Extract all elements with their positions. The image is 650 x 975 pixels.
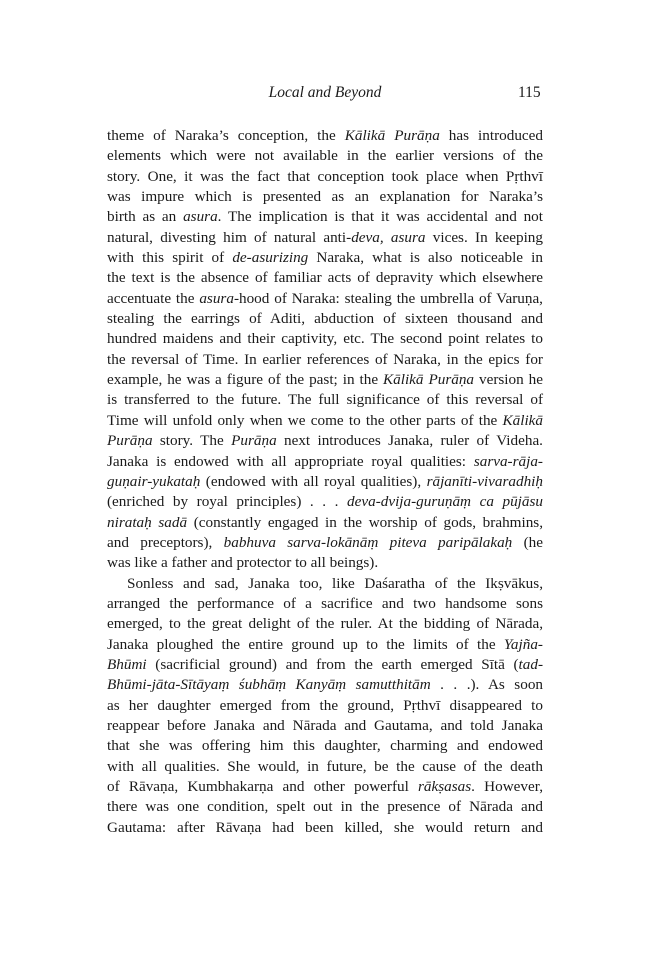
- text-line: [107, 574, 543, 594]
- running-head-title: Local and Beyond: [268, 84, 382, 101]
- running-head: [0, 84, 650, 108]
- text-line: [107, 390, 543, 410]
- text-segment: story. The: [152, 432, 232, 450]
- text-line: [107, 452, 543, 472]
- text-segment: the text is the absence of familiar acts of depravity which elsewhere: [107, 269, 543, 287]
- text-line: [107, 533, 543, 553]
- text-line: [107, 248, 543, 268]
- text-line: [107, 472, 543, 492]
- italic-segment: Bhūmi-jāta-Sītāyaṃ śubhāṃ Kanyāṃ samutthitām: [107, 676, 431, 694]
- text-line: [107, 431, 543, 451]
- text-line: [107, 696, 543, 716]
- italic-segment: Purāṇa: [107, 432, 153, 450]
- text-segment: theme of Naraka’s conception, the: [107, 127, 345, 144]
- text-line: [107, 757, 543, 777]
- italic-segment: deva-dvija-guruṇāṃ ca pūjāsu: [347, 493, 543, 511]
- text-segment: hundred maidens and their captivity, etc. The second point relates to: [107, 330, 543, 348]
- text-segment: Time will unfold only when we come to the other parts of the: [107, 411, 503, 429]
- text-segment: (endowed with all royal qualities),: [200, 472, 427, 490]
- italic-segment: Purāṇa: [231, 432, 277, 450]
- page-number: 115: [518, 84, 541, 101]
- italic-segment: guṇair-yukataḥ: [107, 472, 201, 490]
- text-segment: arranged the performance of a sacrifice and two handsome sons: [107, 594, 543, 612]
- text-segment: stealing the earrings of Aditi, abduction of sixteen thousand and: [107, 310, 543, 328]
- body-text: [107, 126, 543, 838]
- text-segment: next introduces Janaka, ruler of Videha.: [276, 432, 543, 450]
- text-segment: that she was offering him this daughter, charming and endowed: [107, 737, 543, 755]
- text-line: [107, 228, 543, 248]
- text-line: [107, 289, 543, 309]
- italic-segment: Kālikā Purāṇa: [383, 371, 475, 389]
- text-line: [107, 187, 543, 207]
- text-segment: (he: [512, 533, 543, 551]
- text-segment: there was one condition, spelt out in the presence of Nārada and: [107, 798, 543, 816]
- text-segment: has introduced: [439, 127, 543, 144]
- text-segment: natural, divesting him of natural anti-: [107, 228, 352, 246]
- text-line: [107, 492, 543, 512]
- text-segment: vices. In keeping: [425, 228, 543, 246]
- text-segment: was impure which is presented as an explanation for Naraka’s: [107, 188, 543, 206]
- text-segment: with all qualities. She would, in future, be the cause of the death: [107, 757, 543, 775]
- text-line: [107, 146, 543, 166]
- text-segment: was like a father and protector to all beings).: [107, 554, 379, 572]
- text-segment: Janaka is endowed with all appropriate royal qualities:: [107, 452, 474, 470]
- text-line: [107, 675, 543, 695]
- text-line: [107, 777, 543, 797]
- text-line: [107, 513, 543, 533]
- text-line: [107, 818, 543, 838]
- text-segment: of Rāvaṇa, Kumbhakarṇa and other powerful: [107, 778, 418, 795]
- text-line: [107, 716, 543, 736]
- text-segment: emerged, to the great delight of the ruler. At the bidding of Nārada,: [107, 615, 543, 633]
- text-segment: -hood of Naraka: stealing the umbrella of Varuṇa,: [233, 289, 543, 307]
- text-segment: accentuate the: [107, 289, 200, 307]
- italic-segment: rākṣasas: [418, 778, 472, 795]
- text-segment: story. One, it was the fact that conception took place when Pṛthvī: [107, 167, 543, 185]
- text-line: [107, 167, 543, 187]
- text-segment: is transferred to the future. The full significance of this reversal of: [107, 391, 543, 409]
- text-line: [107, 614, 543, 634]
- italic-segment: sarva-rāja-: [473, 452, 543, 470]
- text-line: [107, 268, 543, 288]
- italic-segment: Yajña-: [503, 635, 543, 653]
- italic-segment: asura: [199, 289, 234, 307]
- italic-segment: tad-: [518, 655, 543, 673]
- text-line: [107, 350, 543, 370]
- text-line: [107, 635, 543, 655]
- text-segment: Gautama: after Rāvaṇa had been killed, she would return and: [107, 818, 543, 836]
- text-line: [107, 797, 543, 817]
- italic-segment: babhuva sarva-lokānāṃ piteva paripālakaḥ: [223, 533, 513, 551]
- text-segment: birth as an: [107, 208, 184, 226]
- text-segment: the reversal of Time. In earlier references of Naraka, in the epics for: [107, 350, 543, 368]
- text-segment: (constantly engaged in the worship of gods, brahmins,: [187, 513, 543, 531]
- text-segment: example, he was a figure of the past; in the: [107, 371, 384, 389]
- text-line: [107, 309, 543, 329]
- text-line: [107, 329, 543, 349]
- text-segment: . . .). As soon: [430, 676, 544, 694]
- italic-segment: Kālikā Purāṇa: [344, 127, 440, 144]
- italic-segment: Bhūmi: [107, 655, 147, 673]
- text-segment: Naraka, what is also noticeable in: [308, 249, 543, 267]
- italic-segment: asura: [183, 208, 218, 226]
- text-line: [107, 207, 543, 227]
- text-segment: Janaka ploughed the entire ground up to the limits of the: [107, 635, 504, 653]
- italic-segment: Kālikā: [502, 411, 543, 429]
- text-line: [107, 126, 543, 146]
- text-line: [107, 594, 543, 614]
- text-segment: as her daughter emerged from the ground, Pṛthvī disappeared to: [107, 696, 543, 714]
- text-segment: (sacrificial ground) and from the earth emerged Sītā (: [146, 655, 519, 673]
- italic-segment: de-asurizing: [232, 249, 309, 267]
- text-segment: reappear before Janaka and Nārada and Gautama, and told Janaka: [107, 716, 543, 734]
- text-line: [107, 553, 543, 573]
- italic-segment: nirataḥ sadā: [107, 513, 188, 531]
- text-segment: and preceptors),: [107, 533, 224, 551]
- text-line: [107, 411, 543, 431]
- text-segment: Sonless and sad, Janaka too, like Daśaratha of the Ikṣvākus,: [127, 574, 543, 592]
- text-line: [107, 370, 543, 390]
- italic-segment: rājanīti-vivaradhiḥ: [426, 472, 543, 490]
- text-line: [107, 655, 543, 675]
- text-segment: version he: [474, 371, 543, 389]
- italic-segment: deva, asura: [351, 228, 426, 246]
- text-segment: elements which were not available in the earlier versions of the: [107, 147, 543, 165]
- text-segment: . However,: [471, 778, 543, 795]
- text-segment: . The implication is that it was accidental and not: [217, 208, 543, 226]
- text-line: [107, 736, 543, 756]
- text-segment: (enriched by royal principles) . . .: [107, 493, 348, 511]
- text-segment: with this spirit of: [107, 249, 233, 267]
